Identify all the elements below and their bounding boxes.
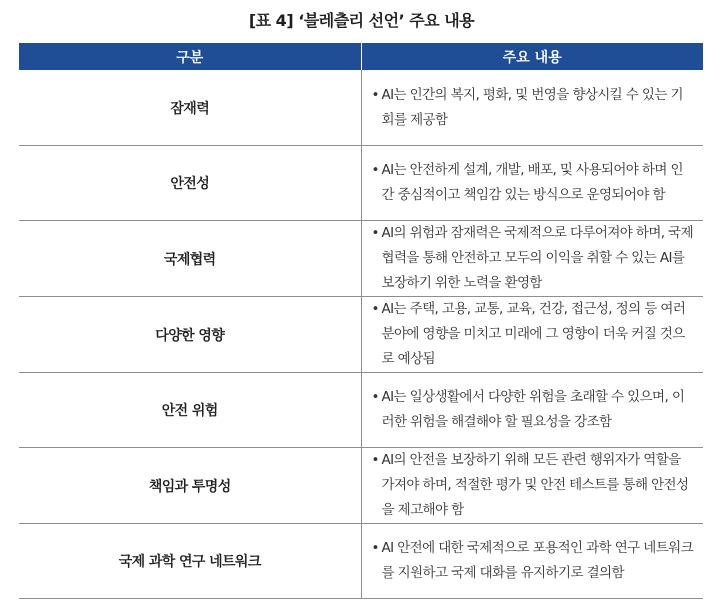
- bullet-marker: •: [371, 86, 379, 103]
- row-content: [361, 373, 703, 448]
- table-row: [19, 221, 703, 297]
- table-row: [19, 297, 703, 373]
- row-category: 책임과 투명성: [19, 448, 361, 524]
- row-category: 국제협력: [19, 221, 361, 297]
- bullet-marker: •: [371, 225, 379, 241]
- header-content: 주요 내용: [361, 43, 703, 70]
- table-caption: [표 4] ‘블레츨리 선언’ 주요 내용: [248, 11, 475, 30]
- row-content: [361, 524, 703, 599]
- row-category: 잠재력: [19, 70, 361, 146]
- bullet-marker: •: [371, 389, 379, 405]
- declaration-table: [19, 43, 703, 599]
- table-row: [19, 373, 703, 448]
- row-text: AI의 위험과 잠재력은 국제적으로 다루어져야 하며, 국제협력을 통해 안전하고 모두의 이익을 취할 수 있는 AI를 보장하기 위한 노력을 환영함: [381, 225, 694, 291]
- row-text: AI 안전에 대한 국제적으로 포용적인 과학 연구 네트워크를 지원하고 국제 대화를 유지하기로 결의함: [381, 540, 694, 581]
- bullet-marker: •: [371, 540, 379, 556]
- row-category: 안전성: [19, 146, 361, 221]
- row-category: 안전 위험: [19, 373, 361, 448]
- row-text: AI의 안전을 보장하기 위해 모든 관련 행위자가 역할을 가져야 하며, 적절한 평가 및 안전 테스트를 통해 안전성을 제고해야 함: [381, 452, 689, 518]
- row-category: 다양한 영향: [19, 297, 361, 373]
- table-row: [19, 448, 703, 524]
- row-text: AI는 일상생활에서 다양한 위험을 초래할 수 있으며, 이러한 위험을 해결해야 할 필요성을 강조함: [381, 389, 685, 430]
- bullet-marker: •: [371, 301, 379, 317]
- row-text: AI는 안전하게 설계, 개발, 배포, 및 사용되어야 하며 인간 중심적이고 책임감 있는 방식으로 운영되어야 함: [381, 162, 683, 203]
- row-content: [361, 146, 703, 221]
- row-content: [361, 221, 703, 297]
- row-content: [361, 297, 703, 373]
- row-text: AI는 인간의 복지, 평화, 및 번영을 향상시킬 수 있는 기회를 제공함: [381, 86, 683, 128]
- header-category: 구분: [19, 43, 361, 70]
- table-row: [19, 524, 703, 599]
- bullet-marker: •: [371, 162, 379, 178]
- table-row: [19, 146, 703, 221]
- bullet-marker: •: [371, 452, 379, 468]
- table-header-row: [19, 43, 703, 70]
- row-content: [361, 70, 703, 146]
- row-category: 국제 과학 연구 네트워크: [19, 524, 361, 599]
- table-row: [19, 70, 703, 146]
- row-content: [361, 448, 703, 524]
- row-text: AI는 주택, 고용, 교통, 교육, 건강, 접근성, 정의 등 여러 분야에 영향을 미치고 미래에 그 영향이 더욱 커질 것으로 예상됨: [381, 301, 686, 367]
